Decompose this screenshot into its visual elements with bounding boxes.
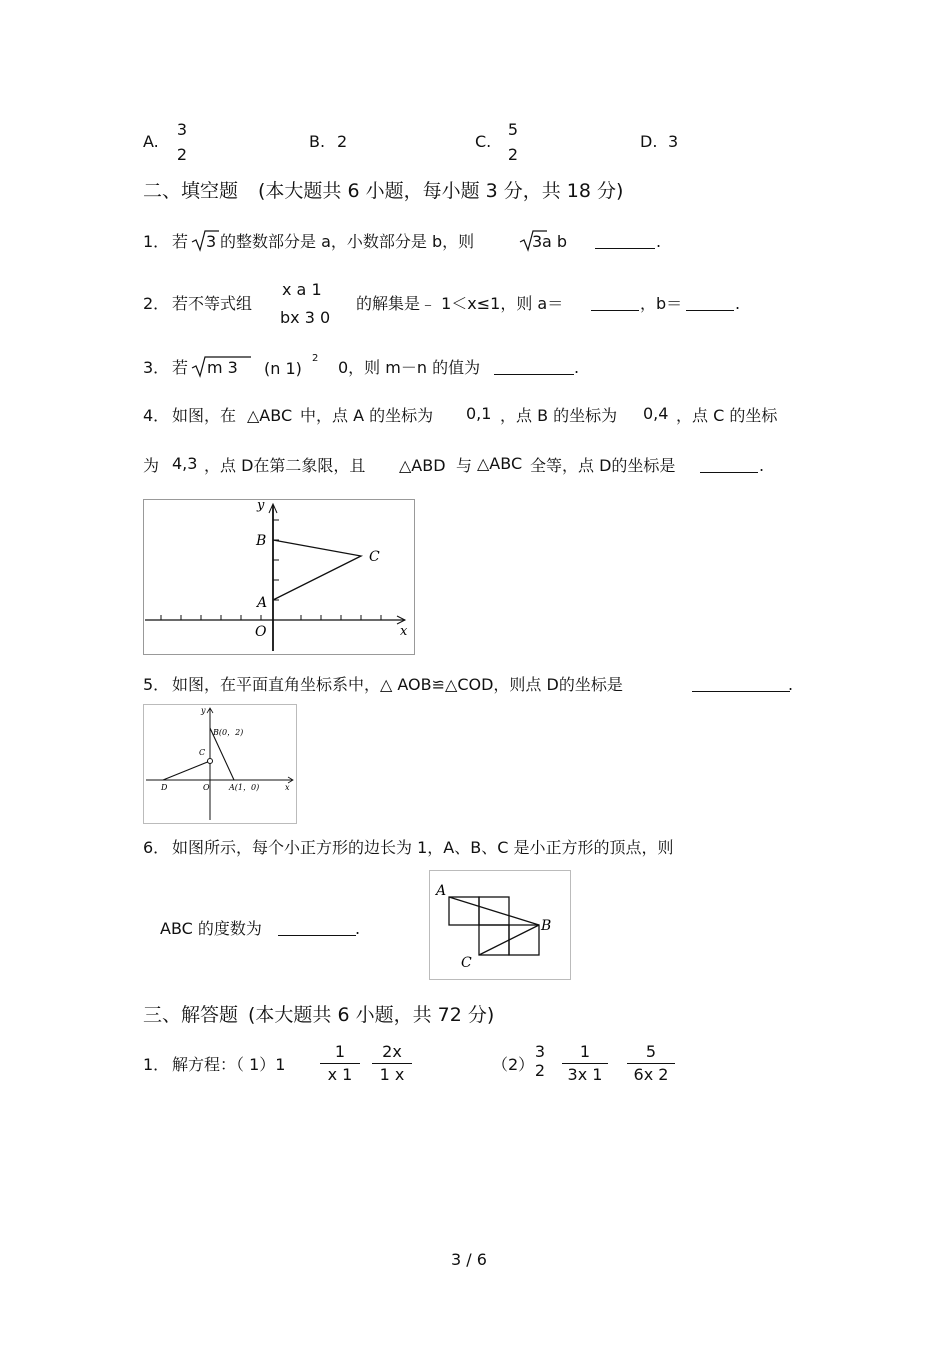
section2-note: (本大题共 6 小题，每小题 3 分，共 18 分) <box>258 180 624 202</box>
fig2-label-y: y <box>201 706 206 715</box>
q3-pre: 若 <box>172 358 189 377</box>
q6-number: 6． <box>143 838 170 857</box>
fig2-label-a: A(1，0) <box>229 783 260 792</box>
fig1-label-x: x <box>400 624 408 639</box>
q3-end: . <box>574 358 580 377</box>
page-number: 3 / 6 <box>451 1250 487 1269</box>
q4-coord-c: 4,3 <box>172 454 198 473</box>
q2-mid: ，b＝ <box>640 294 683 313</box>
q6-line2: ABC 的度数为 <box>160 919 262 938</box>
s3q1-fraction-1 <box>320 1044 360 1083</box>
q1-radicand: 3 <box>206 232 217 251</box>
s3q1-fraction-3 <box>532 1044 548 1079</box>
section3-note: (本大题共 6 小题，共 72 分) <box>248 1004 495 1026</box>
option-a-label: A. <box>143 132 159 151</box>
q4-answer-blank[interactable] <box>700 458 758 473</box>
fig1-label-o: O <box>255 624 267 640</box>
q3-mid: (n 1) <box>264 359 302 378</box>
denominator: 6x 2 <box>633 1065 669 1084</box>
fig1-label-a: A <box>257 595 268 611</box>
fig1-label-y: y <box>257 499 265 513</box>
q1-number: 1． <box>143 232 170 251</box>
numerator: 3 <box>176 120 188 139</box>
q3-answer-blank[interactable] <box>494 360 574 375</box>
q2-blank-b[interactable] <box>686 296 734 311</box>
q1-pre: 若 <box>172 232 189 251</box>
s3q1-fraction-2 <box>372 1044 412 1083</box>
option-d-value: 3 <box>668 132 679 151</box>
option-b-label: B. <box>309 132 326 151</box>
q4-coord-b: 0,4 <box>643 404 669 423</box>
option-c-label: C. <box>475 132 492 151</box>
numerator: 3 <box>534 1042 546 1061</box>
s3q1-number: 1． <box>143 1055 170 1074</box>
s3q1-part2: （2） <box>492 1055 535 1074</box>
q4-line2-b: ，点 D在第二象限，且 <box>204 456 366 475</box>
section3-title: 三、解答题 <box>143 1004 239 1026</box>
denominator: 3x 1 <box>567 1065 603 1084</box>
option-a-fraction <box>174 122 190 163</box>
q2-system-row-2: bx 3 0 <box>280 308 331 327</box>
q1-end: . <box>656 232 662 251</box>
s3q1-fraction-5 <box>627 1044 675 1083</box>
q3-radicand: m 3 <box>207 358 238 377</box>
section2-title: 二、填空题 <box>143 180 239 202</box>
q4-line2-c: 与 <box>456 456 473 475</box>
q4-line2-d: 全等，点 D的坐标是 <box>530 456 676 475</box>
q2-number: 2． <box>143 294 170 313</box>
q6-answer-blank[interactable] <box>278 921 356 936</box>
fig1-label-c: C <box>369 549 380 565</box>
point-c <box>208 759 213 764</box>
q3-number: 3． <box>143 358 170 377</box>
figure-triangle-abc <box>143 499 415 655</box>
fig3-label-a: A <box>436 883 447 899</box>
q5-answer-blank[interactable] <box>692 677 790 692</box>
fig2-label-x: x <box>285 783 290 792</box>
q6-text: 如图所示，每个小正方形的边长为 1，A、B、C 是小正方形的顶点，则 <box>172 838 674 857</box>
q5-number: 5． <box>143 675 170 694</box>
q4-number: 4． <box>143 406 170 425</box>
q1-answer-blank[interactable] <box>595 234 655 249</box>
q4-tri-abd: △ABD <box>399 456 446 475</box>
q2-system-row-1: x a 1 <box>282 280 322 299</box>
s3q1-pre: 解方程：（ 1）1 <box>172 1055 286 1074</box>
fig3-label-b: B <box>541 918 552 934</box>
option-c-fraction <box>505 122 521 163</box>
s3q1-fraction-4 <box>562 1044 608 1083</box>
fig2-label-d: D <box>161 783 168 792</box>
q6-end: . <box>355 919 361 938</box>
numerator: 5 <box>507 120 519 139</box>
fig2-label-b: B(0，2) <box>213 728 244 737</box>
figure-aob-cod <box>143 704 297 824</box>
q3-post: 0，则 m－n 的值为 <box>338 358 481 377</box>
numerator: 1 <box>334 1042 346 1061</box>
denominator: 2 <box>534 1061 546 1080</box>
q4-line1-a: 如图，在 <box>172 406 237 425</box>
denominator: 1 x <box>379 1065 405 1084</box>
fig2-label-o: O <box>203 783 210 792</box>
q2-post: 的解集是﹣ 1＜x≤1，则 a＝ <box>356 294 564 313</box>
q1-expression: a b <box>542 232 568 251</box>
q2-blank-a[interactable] <box>591 296 639 311</box>
fig2-label-c: C <box>199 748 206 757</box>
denominator: x 1 <box>327 1065 353 1084</box>
numerator: 5 <box>645 1042 657 1061</box>
q4-end: . <box>759 456 765 475</box>
q5-end: . <box>788 675 794 694</box>
denominator: 2 <box>176 145 188 164</box>
q1-radicand-2: 3 <box>532 232 543 251</box>
figure-grid-abc <box>429 870 571 980</box>
denominator: 2 <box>507 145 519 164</box>
q4-line1-d: ，点 C 的坐标 <box>676 406 778 425</box>
q4-line1-c: ，点 B 的坐标为 <box>500 406 618 425</box>
q4-line2-a: 为 <box>143 456 160 475</box>
q3-superscript: 2 <box>312 353 319 364</box>
q5-text: 如图，在平面直角坐标系中，△ AOB≌△COD，则点 D的坐标是 <box>172 675 623 694</box>
fig3-label-c: C <box>461 955 472 971</box>
q4-line1-b: 中，点 A 的坐标为 <box>300 406 434 425</box>
q4-tri-abc-2: △ABC <box>477 454 523 473</box>
q2-end: . <box>735 294 741 313</box>
option-d-label: D. <box>640 132 658 151</box>
q2-pre: 若不等式组 <box>172 294 253 313</box>
fig1-label-b: B <box>256 533 267 549</box>
numerator: 1 <box>579 1042 591 1061</box>
q1-mid: 的整数部分是 a，小数部分是 b，则 <box>220 232 475 251</box>
option-b-value: 2 <box>337 132 348 151</box>
q4-coord-a: 0,1 <box>466 404 492 423</box>
numerator: 2x <box>382 1042 402 1061</box>
q4-tri-abc: △ABC <box>247 406 293 425</box>
